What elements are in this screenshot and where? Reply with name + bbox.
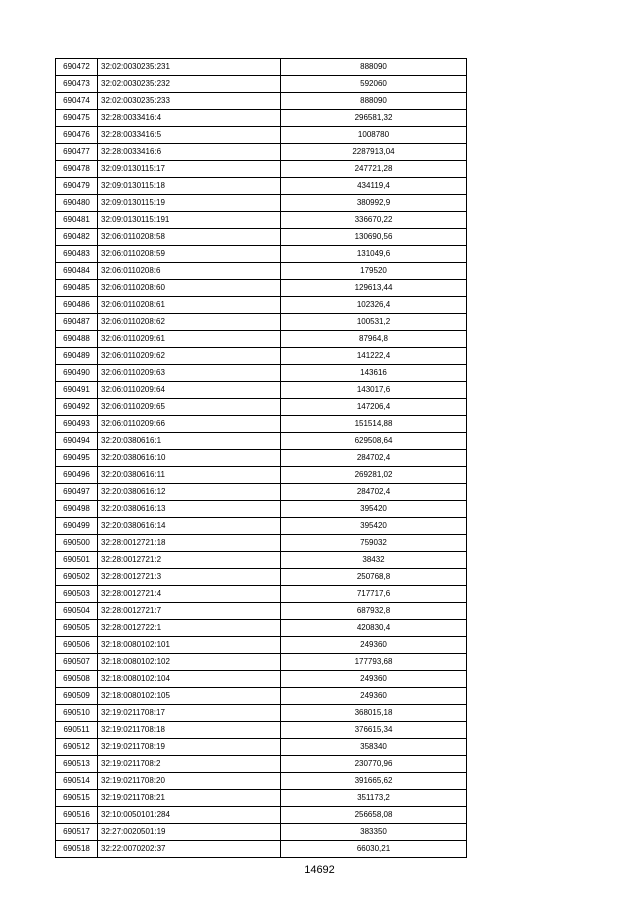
table-row <box>56 501 467 518</box>
cadastral-value-cell: 141222,4 <box>281 348 467 365</box>
table-row <box>56 76 467 93</box>
cadastral-value-cell: 284702,4 <box>281 484 467 501</box>
row-id-cell: 690498 <box>56 501 98 518</box>
cadastral-value-cell: 296581,32 <box>281 110 467 127</box>
row-id-cell: 690485 <box>56 280 98 297</box>
table-row <box>56 671 467 688</box>
row-id-cell: 690497 <box>56 484 98 501</box>
cadastral-number-cell: 32:06:0110209:63 <box>98 365 281 382</box>
cadastral-value-cell: 269281,02 <box>281 467 467 484</box>
cadastral-number-cell: 32:19:0211708:20 <box>98 773 281 790</box>
cadastral-value-cell: 179520 <box>281 263 467 280</box>
table-row <box>56 212 467 229</box>
cadastral-value-cell: 629508,64 <box>281 433 467 450</box>
cadastral-number-cell: 32:20:0380616:10 <box>98 450 281 467</box>
row-id-cell: 690508 <box>56 671 98 688</box>
cadastral-number-cell: 32:20:0380616:11 <box>98 467 281 484</box>
cadastral-value-cell: 131049,6 <box>281 246 467 263</box>
table-body <box>56 59 467 858</box>
cadastral-value-cell: 130690,56 <box>281 229 467 246</box>
cadastral-number-cell: 32:28:0012721:18 <box>98 535 281 552</box>
row-id-cell: 690490 <box>56 365 98 382</box>
cadastral-number-cell: 32:28:0012721:2 <box>98 552 281 569</box>
row-id-cell: 690473 <box>56 76 98 93</box>
table-row <box>56 569 467 586</box>
row-id-cell: 690504 <box>56 603 98 620</box>
cadastral-number-cell: 32:20:0380616:1 <box>98 433 281 450</box>
table-row <box>56 93 467 110</box>
row-id-cell: 690479 <box>56 178 98 195</box>
table-row <box>56 331 467 348</box>
row-id-cell: 690493 <box>56 416 98 433</box>
row-id-cell: 690492 <box>56 399 98 416</box>
table-row <box>56 654 467 671</box>
table-row <box>56 637 467 654</box>
row-id-cell: 690516 <box>56 807 98 824</box>
table-row <box>56 620 467 637</box>
cadastral-number-cell: 32:18:0080102:104 <box>98 671 281 688</box>
row-id-cell: 690486 <box>56 297 98 314</box>
cadastral-value-cell: 380992,9 <box>281 195 467 212</box>
row-id-cell: 690501 <box>56 552 98 569</box>
cadastral-value-cell: 759032 <box>281 535 467 552</box>
table-row <box>56 773 467 790</box>
row-id-cell: 690510 <box>56 705 98 722</box>
cadastral-value-cell: 147206,4 <box>281 399 467 416</box>
cadastral-number-cell: 32:06:0110208:58 <box>98 229 281 246</box>
cadastral-value-cell: 336670,22 <box>281 212 467 229</box>
cadastral-number-cell: 32:06:0110209:65 <box>98 399 281 416</box>
table-row <box>56 790 467 807</box>
table-row <box>56 807 467 824</box>
table-row <box>56 586 467 603</box>
cadastral-value-cell: 143017,6 <box>281 382 467 399</box>
cadastral-number-cell: 32:18:0080102:105 <box>98 688 281 705</box>
table-row <box>56 739 467 756</box>
table-row <box>56 144 467 161</box>
table-row <box>56 178 467 195</box>
cadastral-value-cell: 249360 <box>281 637 467 654</box>
table-row <box>56 518 467 535</box>
cadastral-value-cell: 66030,21 <box>281 841 467 858</box>
row-id-cell: 690503 <box>56 586 98 603</box>
cadastral-number-cell: 32:27:0020501:19 <box>98 824 281 841</box>
cadastral-number-cell: 32:09:0130115:191 <box>98 212 281 229</box>
row-id-cell: 690517 <box>56 824 98 841</box>
table-row <box>56 59 467 76</box>
cadastral-value-cell: 250768,8 <box>281 569 467 586</box>
table-row <box>56 824 467 841</box>
cadastral-number-cell: 32:06:0110209:64 <box>98 382 281 399</box>
row-id-cell: 690484 <box>56 263 98 280</box>
cadastral-value-cell: 100531,2 <box>281 314 467 331</box>
row-id-cell: 690507 <box>56 654 98 671</box>
table-row <box>56 722 467 739</box>
cadastral-value-cell: 888090 <box>281 59 467 76</box>
row-id-cell: 690506 <box>56 637 98 654</box>
cadastral-number-cell: 32:18:0080102:101 <box>98 637 281 654</box>
row-id-cell: 690482 <box>56 229 98 246</box>
table-row <box>56 110 467 127</box>
cadastral-value-cell: 249360 <box>281 688 467 705</box>
table-row <box>56 433 467 450</box>
cadastral-number-cell: 32:28:0012721:3 <box>98 569 281 586</box>
cadastral-number-cell: 32:28:0033416:4 <box>98 110 281 127</box>
row-id-cell: 690476 <box>56 127 98 144</box>
table-row <box>56 280 467 297</box>
table-row <box>56 535 467 552</box>
row-id-cell: 690518 <box>56 841 98 858</box>
table-row <box>56 467 467 484</box>
row-id-cell: 690500 <box>56 535 98 552</box>
cadastral-value-cell: 434119,4 <box>281 178 467 195</box>
cadastral-value-cell: 284702,4 <box>281 450 467 467</box>
cadastral-number-cell: 32:02:0030235:232 <box>98 76 281 93</box>
cadastral-number-cell: 32:20:0380616:14 <box>98 518 281 535</box>
cadastral-value-cell: 391665,62 <box>281 773 467 790</box>
cadastral-value-cell: 230770,96 <box>281 756 467 773</box>
row-id-cell: 690499 <box>56 518 98 535</box>
cadastral-value-cell: 717717,6 <box>281 586 467 603</box>
table-row <box>56 229 467 246</box>
cadastral-value-cell: 358340 <box>281 739 467 756</box>
cadastral-number-cell: 32:28:0012722:1 <box>98 620 281 637</box>
table-row <box>56 365 467 382</box>
table-row <box>56 841 467 858</box>
cadastral-value-cell: 687932,8 <box>281 603 467 620</box>
cadastral-number-cell: 32:19:0211708:21 <box>98 790 281 807</box>
cadastral-value-cell: 151514,88 <box>281 416 467 433</box>
row-id-cell: 690489 <box>56 348 98 365</box>
table-row <box>56 705 467 722</box>
table-row <box>56 603 467 620</box>
row-id-cell: 690505 <box>56 620 98 637</box>
cadastral-number-cell: 32:28:0033416:5 <box>98 127 281 144</box>
cadastral-number-cell: 32:02:0030235:233 <box>98 93 281 110</box>
table-row <box>56 263 467 280</box>
cadastral-value-cell: 256658,08 <box>281 807 467 824</box>
table-row <box>56 450 467 467</box>
row-id-cell: 690514 <box>56 773 98 790</box>
cadastral-value-cell: 249360 <box>281 671 467 688</box>
cadastral-number-cell: 32:28:0033416:6 <box>98 144 281 161</box>
row-id-cell: 690496 <box>56 467 98 484</box>
cadastral-number-cell: 32:02:0030235:231 <box>98 59 281 76</box>
table-row <box>56 161 467 178</box>
cadastral-number-cell: 32:19:0211708:19 <box>98 739 281 756</box>
table-row <box>56 246 467 263</box>
cadastral-number-cell: 32:09:0130115:18 <box>98 178 281 195</box>
cadastral-number-cell: 32:06:0110209:62 <box>98 348 281 365</box>
table-row <box>56 314 467 331</box>
cadastral-number-cell: 32:28:0012721:7 <box>98 603 281 620</box>
cadastral-number-cell: 32:28:0012721:4 <box>98 586 281 603</box>
cadastral-value-cell: 102326,4 <box>281 297 467 314</box>
cadastral-number-cell: 32:06:0110208:59 <box>98 246 281 263</box>
cadastral-number-cell: 32:10:0050101:284 <box>98 807 281 824</box>
table-row <box>56 416 467 433</box>
cadastral-value-cell: 177793,68 <box>281 654 467 671</box>
cadastral-value-cell: 129613,44 <box>281 280 467 297</box>
row-id-cell: 690509 <box>56 688 98 705</box>
row-id-cell: 690477 <box>56 144 98 161</box>
row-id-cell: 690512 <box>56 739 98 756</box>
cadastral-number-cell: 32:09:0130115:17 <box>98 161 281 178</box>
cadastral-number-cell: 32:19:0211708:18 <box>98 722 281 739</box>
cadastral-value-cell: 376615,34 <box>281 722 467 739</box>
cadastral-value-cell: 247721,28 <box>281 161 467 178</box>
cadastral-value-cell: 2287913,04 <box>281 144 467 161</box>
row-id-cell: 690491 <box>56 382 98 399</box>
row-id-cell: 690483 <box>56 246 98 263</box>
row-id-cell: 690475 <box>56 110 98 127</box>
cadastral-value-cell: 383350 <box>281 824 467 841</box>
table-row <box>56 399 467 416</box>
cadastral-value-cell: 395420 <box>281 501 467 518</box>
table-row <box>56 688 467 705</box>
table-row <box>56 382 467 399</box>
cadastral-number-cell: 32:19:0211708:17 <box>98 705 281 722</box>
cadastral-value-cell: 592060 <box>281 76 467 93</box>
cadastral-number-cell: 32:09:0130115:19 <box>98 195 281 212</box>
cadastral-number-cell: 32:19:0211708:2 <box>98 756 281 773</box>
row-id-cell: 690494 <box>56 433 98 450</box>
row-id-cell: 690478 <box>56 161 98 178</box>
cadastral-number-cell: 32:06:0110208:62 <box>98 314 281 331</box>
row-id-cell: 690495 <box>56 450 98 467</box>
cadastral-number-cell: 32:20:0380616:12 <box>98 484 281 501</box>
row-id-cell: 690515 <box>56 790 98 807</box>
row-id-cell: 690481 <box>56 212 98 229</box>
table-row <box>56 348 467 365</box>
cadastral-number-cell: 32:22:0070202:37 <box>98 841 281 858</box>
cadastral-value-cell: 351173,2 <box>281 790 467 807</box>
row-id-cell: 690511 <box>56 722 98 739</box>
cadastral-number-cell: 32:06:0110208:61 <box>98 297 281 314</box>
row-id-cell: 690502 <box>56 569 98 586</box>
cadastral-value-cell: 395420 <box>281 518 467 535</box>
cadastral-value-cell: 143616 <box>281 365 467 382</box>
row-id-cell: 690513 <box>56 756 98 773</box>
table-row <box>56 297 467 314</box>
row-id-cell: 690472 <box>56 59 98 76</box>
cadastral-value-cell: 420830,4 <box>281 620 467 637</box>
cadastral-value-cell: 1008780 <box>281 127 467 144</box>
cadastral-number-cell: 32:18:0080102:102 <box>98 654 281 671</box>
cadastral-number-cell: 32:06:0110209:66 <box>98 416 281 433</box>
row-id-cell: 690487 <box>56 314 98 331</box>
cadastral-value-cell: 87964,8 <box>281 331 467 348</box>
cadastral-number-cell: 32:06:0110208:60 <box>98 280 281 297</box>
table-row <box>56 195 467 212</box>
row-id-cell: 690488 <box>56 331 98 348</box>
cadastral-value-cell: 888090 <box>281 93 467 110</box>
cadastral-number-cell: 32:06:0110209:61 <box>98 331 281 348</box>
cadastral-value-table <box>55 58 467 858</box>
cadastral-value-cell: 38432 <box>281 552 467 569</box>
cadastral-number-cell: 32:06:0110208:6 <box>98 263 281 280</box>
table-row <box>56 127 467 144</box>
table-row <box>56 484 467 501</box>
cadastral-value-cell: 368015,18 <box>281 705 467 722</box>
table-row <box>56 756 467 773</box>
row-id-cell: 690480 <box>56 195 98 212</box>
row-id-cell: 690474 <box>56 93 98 110</box>
table-row <box>56 552 467 569</box>
page-number: 14692 <box>304 864 335 876</box>
cadastral-number-cell: 32:20:0380616:13 <box>98 501 281 518</box>
